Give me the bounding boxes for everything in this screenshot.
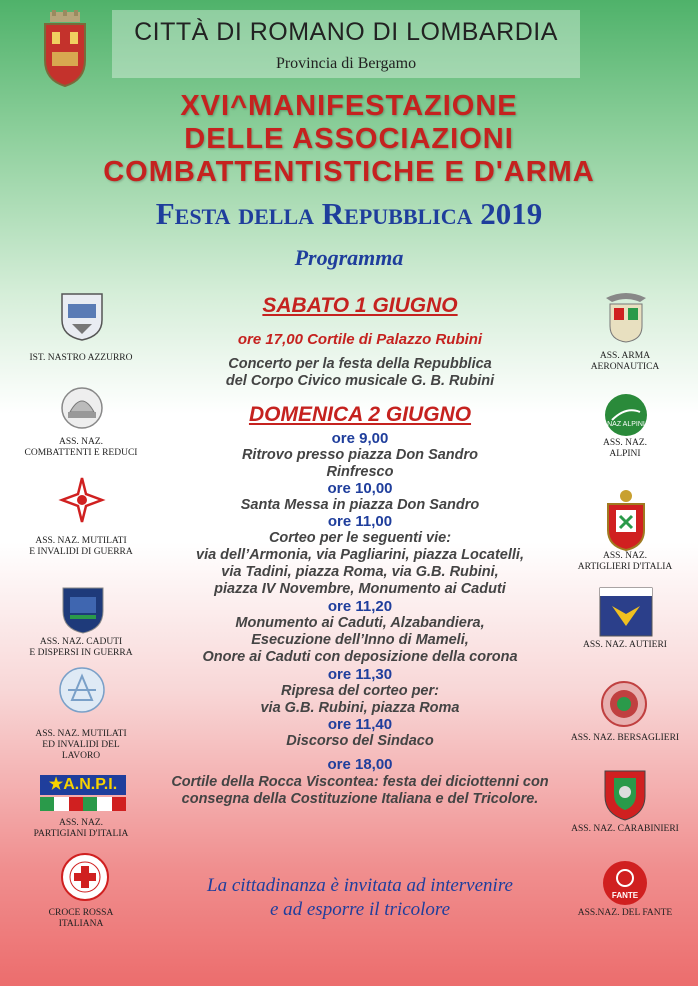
carabinieri-label: ASS. NAZ. CARABINIERI — [571, 824, 679, 834]
sabato-desc-2: del Corpo Civico musicale G. B. Rubini — [225, 373, 495, 389]
combattenti-reduci-label: ASS. NAZ. COMBATTENTI E REDUCI — [24, 437, 138, 458]
festa-heading: Festa della Repubblica 2019 — [155, 196, 543, 231]
anpi-logo: ★A.N.P.I. — [40, 775, 126, 811]
fante-logo — [600, 858, 652, 910]
desc-1100-b: via dell’Armonia, via Pagliarini, piazza Locatelli, — [196, 547, 524, 563]
desc-1120-b: Esecuzione dell’Inno di Mameli, — [251, 632, 469, 648]
desc-1130-a: Ripresa del corteo per: — [281, 683, 439, 699]
desc-0900-b: Rinfresco — [326, 464, 394, 480]
alpini-label: ASS. NAZ. ALPINI — [602, 438, 648, 459]
city-crest-logo — [40, 10, 90, 88]
time-1800: ore 18,00 — [327, 756, 393, 773]
fante-label: ASS.NAZ. DEL FANTE — [577, 908, 673, 918]
desc-1120-a: Monumento ai Caduti, Alzabandiera, — [235, 615, 485, 631]
time-1100: ore 11,00 — [327, 513, 393, 530]
title-line-3: COMBATTENTISTICHE E D'ARMA — [103, 156, 595, 188]
title-line-2: DELLE ASSOCIAZIONI — [184, 123, 514, 155]
domenica-day: DOMENICA 2 GIUGNO — [248, 403, 472, 426]
anpi-label: ASS. NAZ. PARTIGIANI D'ITALIA — [33, 818, 129, 839]
combattenti-reduci-logo — [56, 382, 108, 434]
desc-1130-b: via G.B. Rubini, piazza Roma — [260, 700, 460, 716]
croce-rossa-logo — [60, 852, 112, 904]
desc-1100-a: Corteo per le seguenti vie: — [268, 530, 452, 546]
aeronautica-logo — [600, 288, 652, 340]
province-name: Provincia di Bergamo — [275, 55, 417, 72]
desc-1120-c: Onore ai Caduti con deposizione della corona — [202, 649, 518, 665]
nastro-azzurro-logo — [56, 290, 108, 342]
svg-text:FANTE: FANTE — [611, 891, 639, 900]
desc-1140: Discorso del Sindaco — [286, 733, 434, 749]
sabato-day: SABATO 1 GIUGNO — [262, 294, 458, 317]
mutilati-lavoro-label: ASS. NAZ. MUTILATI ED INVALIDI DEL LAVORO — [35, 729, 127, 761]
time-1130: ore 11,30 — [327, 666, 393, 683]
alpini-logo — [602, 392, 654, 444]
nastro-azzurro-label: IST. NASTRO AZZURRO — [29, 353, 133, 363]
artiglieri-logo — [598, 486, 650, 538]
programma-heading: Programma — [294, 245, 404, 270]
desc-1000: Santa Messa in piazza Don Sandro — [240, 497, 480, 513]
time-1000: ore 10,00 — [327, 480, 393, 497]
footer-line-2: e ad esporre il tricolore — [269, 899, 451, 920]
caduti-dispersi-logo — [60, 585, 112, 637]
desc-1800-b: consegna della Costituzione Italiana e del Tricolore. — [181, 791, 539, 807]
desc-1100-c: via Tadini, piazza Roma, via G.B. Rubini, — [221, 564, 499, 580]
mutilati-guerra-logo — [56, 474, 108, 526]
sabato-time: ore 17,00 Cortile di Palazzo Rubini — [237, 331, 483, 348]
sabato-desc-1: Concerto per la festa della Repubblica — [228, 356, 492, 372]
title-line-1: XVI^MANIFESTAZIONE — [180, 90, 518, 122]
mutilati-lavoro-logo — [56, 664, 108, 716]
artiglieri-label: ASS. NAZ. ARTIGLIERI D'ITALIA — [577, 551, 673, 572]
time-1140: ore 11,40 — [327, 716, 393, 733]
footer-line-1: La cittadinanza è invitata ad intervenire — [207, 875, 513, 896]
mutilati-guerra-label: ASS. NAZ. MUTILATI E INVALIDI DI GUERRA — [29, 536, 133, 557]
desc-0900-a: Ritrovo presso piazza Don Sandro — [241, 447, 479, 463]
bersaglieri-logo — [598, 678, 650, 730]
aeronautica-label: ASS. ARMA AERONAUTICA — [590, 351, 660, 372]
autieri-logo — [598, 586, 650, 638]
desc-1800-a: Cortile della Rocca Viscontea: festa dei diciottenni con — [171, 774, 549, 790]
city-name: CITTÀ DI ROMANO DI LOMBARDIA — [134, 18, 558, 46]
time-1120: ore 11,20 — [327, 598, 393, 615]
svg-text:NAZ ALPINI: NAZ ALPINI — [607, 421, 645, 428]
time-0900: ore 9,00 — [331, 430, 389, 447]
bersaglieri-label: ASS. NAZ. BERSAGLIERI — [570, 733, 680, 743]
autieri-label: ASS. NAZ. AUTIERI — [583, 640, 667, 650]
croce-rossa-label: CROCE ROSSA ITALIANA — [48, 908, 114, 929]
caduti-dispersi-label: ASS. NAZ. CADUTI E DISPERSI IN GUERRA — [29, 637, 133, 658]
carabinieri-logo — [602, 768, 654, 820]
footer-invitation — [150, 874, 570, 922]
desc-1100-d: piazza IV Novembre, Monumento ai Caduti — [214, 581, 506, 597]
